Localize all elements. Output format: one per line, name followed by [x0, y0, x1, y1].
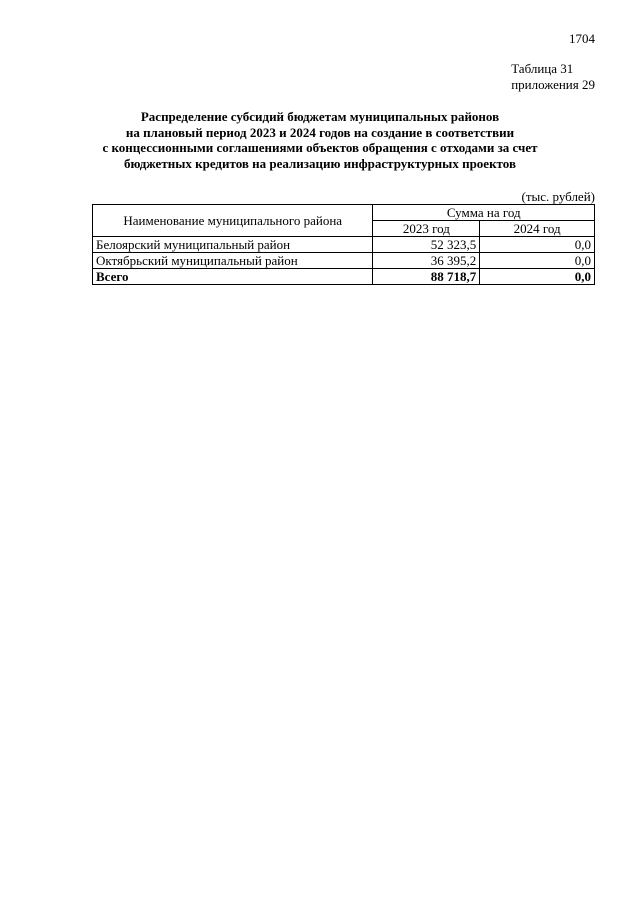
table-row [93, 237, 595, 253]
total-2024: 0,0 [480, 269, 595, 285]
title-line-4: бюджетных кредитов на реализацию инфраструктурных проектов [124, 155, 516, 171]
title-line-3: с концессионными соглашениями объектов обращения с отходами за счет [102, 140, 538, 155]
page-number: 1704 [569, 31, 595, 46]
title-line-1: Распределение субсидий бюджетам муниципальных районов [140, 109, 500, 124]
amount-2024: 0,0 [480, 237, 595, 253]
header-district-name: Наименование муниципального района [93, 205, 373, 237]
amount-2023: 52 323,5 [373, 237, 480, 253]
table-reference-line-1: Таблица 31 [511, 61, 574, 76]
district-name: Октябрьский муниципальный район [93, 253, 373, 269]
amount-2024: 0,0 [480, 253, 595, 269]
amount-2023: 36 395,2 [373, 253, 480, 269]
document-title [0, 109, 640, 171]
header-row [93, 205, 595, 221]
table-reference [511, 61, 595, 93]
total-label: Всего [93, 269, 373, 285]
header-year-2023: 2023 год [373, 221, 480, 237]
district-name: Белоярский муниципальный район [93, 237, 373, 253]
total-2023: 88 718,7 [373, 269, 480, 285]
units-note: (тыс. рублей) [521, 189, 595, 204]
header-annual-sum: Сумма на год [373, 205, 595, 221]
subsidy-table [92, 204, 595, 285]
title-line-2: на плановый период 2023 и 2024 годов на создание в соответствии [125, 124, 515, 140]
table-row [93, 253, 595, 269]
table-reference-line-2: приложения 29 [511, 77, 595, 92]
header-year-2024: 2024 год [480, 221, 595, 237]
total-row [93, 269, 595, 285]
